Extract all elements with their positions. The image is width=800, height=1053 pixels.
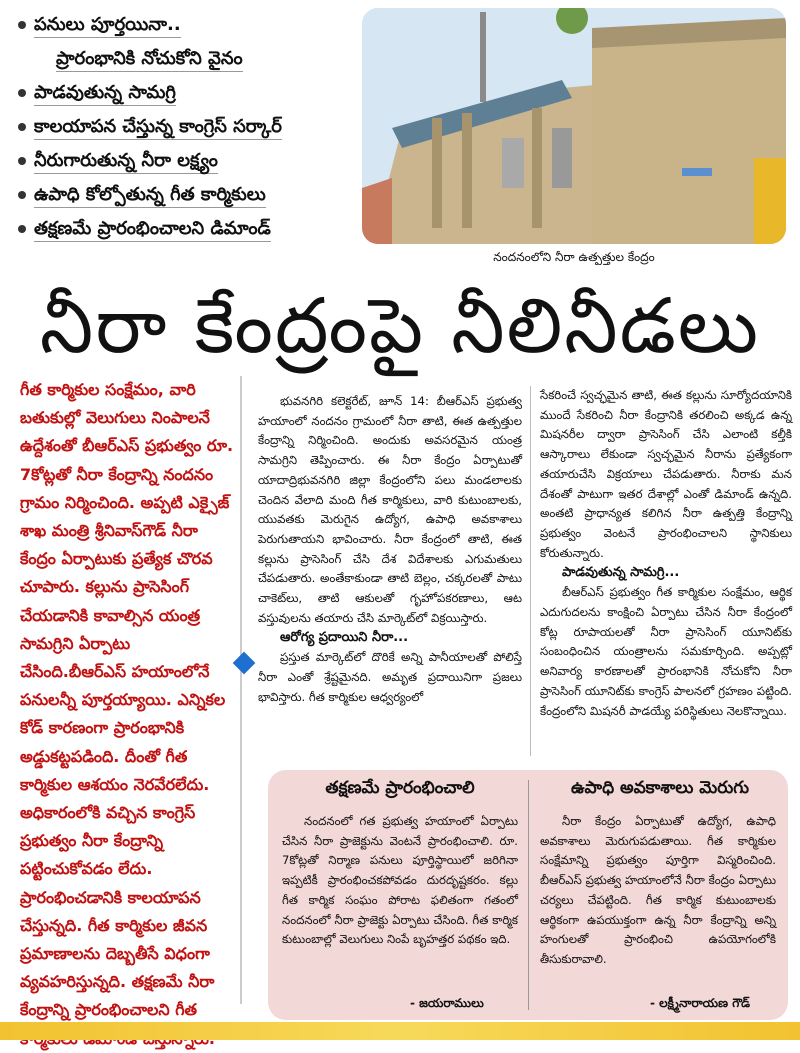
body-paragraph: బీఆర్ఎస్ ప్రభుత్వం గీత కార్మికుల సంక్షేమం, ఆర్థిక ఎదుగుదలను కాంక్షించి ఏర్పాటు చేసిన నీరా కేంద్రంలో కోట్ల రూపాయలతో నీరా ప్రాసెసింగ్ యూనిట్‌కు సంబంధించిన యంత్రాలను సమకూర్చింది. అప్పట్లో అనివార్య కారణాలతో ప్రారంభానికి నోచుకోని నీరా ప్రాసెసింగ్ యూనిట్‌కు కాంగ్రెస్ పాలనలో గ్రహణం పట్టింది. కేంద్రంలోని మిషనరీ పాడయ్యే పరిస్థితులు నెలకొన్నాయి. [540, 585, 792, 718]
bullet-item: తక్షణమే ప్రారంభించాలని డిమాండ్ [18, 212, 358, 246]
subheading: ఆరోగ్య ప్రదాయిని నీరా... [280, 630, 409, 646]
body-paragraph: సేకరించే స్వచ్ఛమైన తాటి, ఈత కల్లును సూర్యోదయానికి ముందే సేకరించి నీరా కేంద్రానికి తరలించి అక్కడ ఉన్న మిషనరీల ద్వారా ప్రాసెసింగ్ చేసి ఎలాంటి కల్తీకి ఆస్కారాలు లేకుండా స్వచ్ఛమైన నీరాను ప్రత్యేకంగా తయారుచేసి విక్రయాలు చేపడుతారు. నీరాకు మన దేశంతో పాటుగా ఇతర దేశాల్లో ఎంతో డిమాండ్ ఉన్నది. అంతటి ప్రాధాన్యత కలిగిన నీరా ఉత్పత్తి కేంద్రాన్ని ప్రభుత్వం వెంటనే ప్రారంభించాలని స్థానికులు కోరుతున్నారు. [540, 388, 792, 560]
bullet-item: ప్రారంభానికి నోచుకోని వైనం [18, 42, 358, 76]
box-paragraph: నీరా కేంద్రం ఏర్పాటుతో ఉద్యోగ, ఉపాధి అవకాశాలు మెరుగుపడుతాయి. గీత కార్మికుల సంక్షేమాన్ని ప్రభుత్వం పూర్తిగా విస్మరించింది. బీఆర్ఎస్ ప్రభుత్వ హయాంలోనే నీరా కేంద్రం ఏర్పాటు చర్యలు చేపట్టింది. గీత కార్మిక కుటుంబాలకు ఆర్థికంగా ఉపయుక్తంగా ఉన్న నీరా కేంద్రాన్ని అన్ని హంగులతో ప్రారంభించి ఉపయోగంలోకి తీసుకురావాలి. [540, 814, 776, 966]
signature: - లక్ష్మీనారాయణ గౌడ్ [650, 996, 750, 1010]
bullet-item: పనులు పూర్తయినా.. [18, 8, 358, 42]
body-paragraph: భువనగిరి కలెక్టరేట్, జూన్ 14: బీఆర్ఎస్ ప్రభుత్వ హయాంలో నందనం గ్రామంలో నీరా తాటి, ఈత ఉత్పత్తుల కేంద్రాన్ని నిర్మించింది. అందుకు అవసరమైన యంత్ర సామగ్రిని తెప్పించారు. ఈ నీరా కేంద్రం ఏర్పాటుతో యాదాద్రిభువనగిరి జిల్లా కేంద్రంలోని పలు మండలాలకు చెందిన వేలాది మంది గీత కార్మికులు, వారి కుటుంబాలకు, యువతకు మెరుగైన ఉద్యోగ, ఉపాధి అవకాశాలు పెరుగుతాయని భావించారు. నీరా కేంద్రంలో తాటి, ఈత కల్లును ప్రాసెసింగ్ చేసి దేశ విదేశాలకు ఎగుమతులు చేపడుతారు. అంతేకాకుండా తాటి బెల్లం, చక్కరలతో పాటు చాకెట్‌లు, తాటి ఆకులతో గృహోపకరణాలు, ఆట వస్తువులను తయారు చేసి మార్కెట్‌లో విక్రయిస్తారు. [258, 394, 522, 625]
body-column-1 [258, 392, 522, 708]
photo-caption: నందనంలోని నీరా ఉత్పత్తుల కేంద్రం [493, 250, 655, 264]
box-text [540, 812, 776, 970]
body-column-2 [540, 386, 792, 721]
headline: నీరా కేంద్రంపై నీలినీడలు [39, 281, 761, 370]
news-photo [362, 8, 786, 244]
box-paragraph: నందనంలో గత ప్రభుత్వ హయాంలో ఏర్పాటు చేసిన నీరా ప్రాజెక్టును వెంటనే ప్రారంభించాలి. రూ. 7కోట్లతో నిర్మాణ పనులు పూర్తిస్థాయిలో జరిగినా ఇప్పటికీ ప్రారంభించకపోవడం దురదృష్టకరం. కల్లు గీత కార్మిక సంఘం పోరాట ఫలితంగా గతంలో నందనంలో నీరా ప్రాజెక్టు ఏర్పాటు చేసింది. గీత కార్మిక కుటుంబాల్లో వెలుగులు నింపే బృహత్తర పథకం ఇది. [282, 814, 518, 947]
bullet-dot-icon [18, 191, 26, 199]
intro-text: గీత కార్మికుల సంక్షేమం, వారి బతుకుల్లో వెలుగులు నింపాలనే ఉద్దేశంతో బీఆర్ఎస్ ప్రభుత్వం రూ. 7కోట్లతో నీరా కేంద్రాన్ని నందనం గ్రామం నిర్మించింది. అప్పటి ఎక్సైజ్ శాఖ మంత్రి శ్రీనివాస్‌గౌడ్ నీరా కేంద్రం ఏర్పాటుకు ప్రత్యేక చొరవ చూపారు. కల్లును ప్రాసెసింగ్ చేయడానికి కావాల్సిన యంత్ర సామగ్రిని ఏర్పాటు చేసింది.బీఆర్ఎస్ హయాంలోనే పనులన్నీ పూర్తయ్యాయి. ఎన్నికల కోడ్ కారణంగా ప్రారంభానికి అడ్డుకట్టపడింది. దీంతో గీత కార్మికుల ఆశయం నెరవేరలేదు. అధికారంలోకి వచ్చిన కాంగ్రెస్ ప్రభుత్వం నీరా కేంద్రాన్ని పట్టించుకోవడం లేదు. ప్రారంభించడానికి కాలయాపన చేస్తున్నది. గీత కార్మికుల జీవన ప్రమాణాలను దెబ్బతీసే విధంగా వ్యవహరిస్తున్నది. తక్షణమే నీరా కేంద్రాన్ని ప్రారంభించాలని గీత [20, 380, 234, 1020]
building-illustration [362, 8, 786, 244]
intro-column [20, 376, 242, 1020]
signature: - జయరాములు [410, 996, 484, 1010]
bullet-item: పాడవుతున్న సామగ్రి [18, 76, 358, 110]
bullet-dot-icon [18, 123, 26, 131]
bullet-item: ఉపాధి కోల్పోతున్న గీత కార్మికులు [18, 178, 358, 212]
box-text [282, 812, 518, 950]
bullet-dot-icon [18, 157, 26, 165]
bullet-dot-icon [18, 225, 26, 233]
bullet-dot-icon [18, 21, 26, 29]
column-divider [530, 386, 531, 756]
bullet-item: నీరుగారుతున్న నీరా లక్ష్యం [18, 144, 358, 178]
body-paragraph: ప్రస్తుత మార్కెట్‌లో దొరికే అన్ని పానీయాలతో పోలిస్తే నీరా ఎంతో శ్రేష్టమైనది. అమృత ప్రదాయినిగా ప్రజలు భావిస్తారు. గీత కార్మికుల ఆధ్వర్యంలో [258, 650, 522, 704]
box-title: ఉపాధి అవకాశాలు మెరుగు [570, 778, 750, 798]
box-title: తక్షణమే ప్రారంభించాలి [325, 778, 475, 798]
bullet-item: కాలయాపన చేస్తున్న కాంగ్రెస్ సర్కార్ [18, 110, 358, 144]
box-divider [528, 780, 529, 1010]
bullet-dot-icon [18, 89, 26, 97]
bottom-band [0, 1022, 800, 1040]
subheading: పాడవుతున్న సామగ్రి... [562, 565, 680, 581]
bullet-list [18, 8, 358, 246]
